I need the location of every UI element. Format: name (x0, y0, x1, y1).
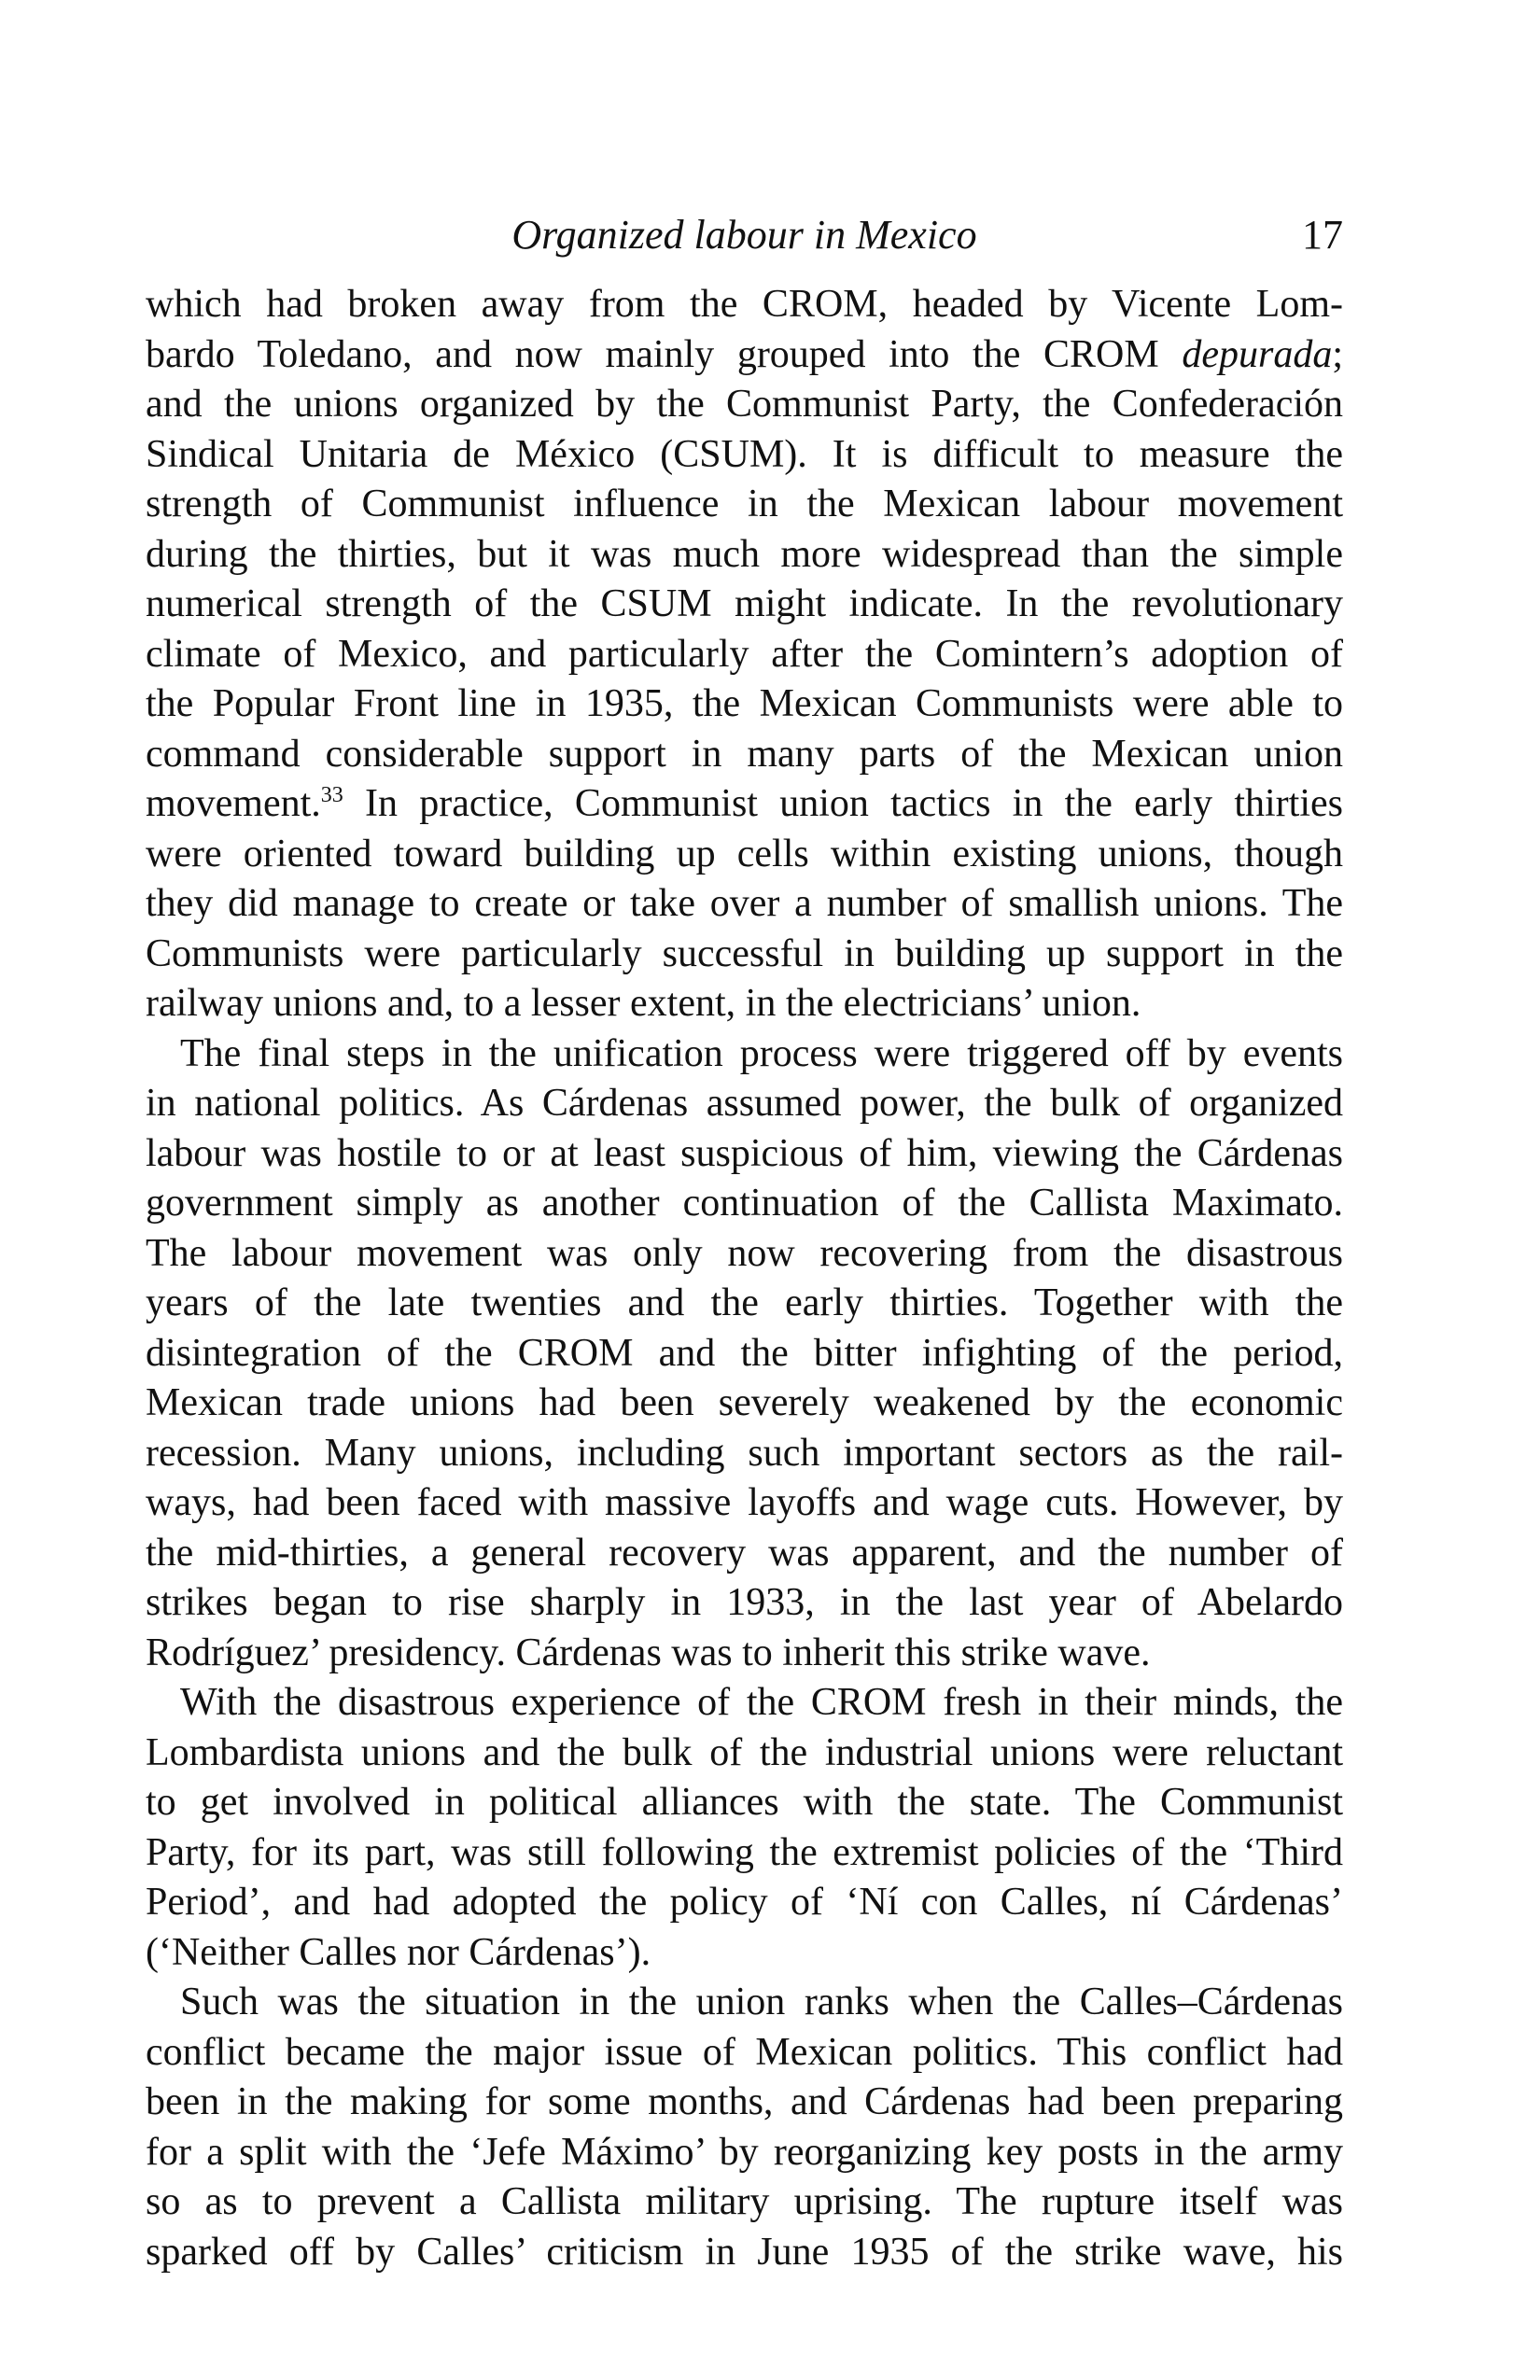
running-header (146, 207, 1343, 263)
paragraph (146, 1678, 1343, 1978)
text-line (146, 1828, 1343, 1879)
text-segment: disintegration of the CROM and the bitter infighting of the period, (146, 1331, 1343, 1375)
text-segment: Lombardista unions and the bulk of the industrial unions were reluctant (146, 1730, 1343, 1774)
text-segment: (‘Neither Calles nor Cárdenas’). (146, 1930, 651, 1974)
text-line (146, 330, 1343, 381)
text-line (146, 1129, 1343, 1180)
text-line (146, 979, 1343, 1029)
text-segment: bardo Toledano, and now mainly grouped into the CROM (146, 332, 1183, 376)
text-segment: to get involved in political alliances with the state. The Communist (146, 1781, 1343, 1824)
text-segment: the mid-thirties, a general recovery was apparent, and the number of (146, 1531, 1343, 1575)
text-segment: climate of Mexico, and particularly after the Comintern’s adoption of (146, 632, 1343, 676)
text-line (146, 830, 1343, 880)
italic-term: depurada (1182, 332, 1333, 376)
text-line (146, 1729, 1343, 1779)
text-segment: Mexican trade unions had been severely weakened by the economic (146, 1381, 1343, 1424)
text-line (146, 2028, 1343, 2079)
text-line (146, 2078, 1343, 2128)
text-line (146, 630, 1343, 680)
text-line (146, 1529, 1343, 1579)
text-line (146, 1279, 1343, 1329)
text-segment: ways, had been faced with massive layoffs and wage cuts. However, by (146, 1481, 1343, 1524)
text-segment: which had broken away from the CROM, headed by Vicente Lom- (146, 283, 1343, 326)
text-line (146, 1079, 1343, 1129)
text-segment: movement. (146, 782, 321, 825)
running-title: Organized labour in Mexico (511, 212, 977, 258)
text-line (146, 679, 1343, 730)
text-segment: railway unions and, to a lesser extent, in the electricians’ union. (146, 982, 1141, 1025)
text-line (146, 779, 1343, 830)
text-segment: and the unions organized by the Communist Party, the Confederación (146, 383, 1343, 426)
text-segment: Party, for its part, was still following the extremist policies of the ‘Third (146, 1830, 1343, 1874)
text-segment: the Popular Front line in 1935, the Mexican Communists were able to (146, 682, 1343, 725)
text-line (146, 1978, 1343, 2028)
text-segment: The labour movement was only now recovering from the disastrous (146, 1231, 1343, 1275)
text-segment: were oriented toward building up cells within existing unions, though (146, 832, 1343, 875)
text-line (146, 1379, 1343, 1429)
text-segment: command considerable support in many parts of the Mexican union (146, 732, 1343, 776)
text-segment: Sindical Unitaria de México (CSUM). It is difficult to measure the (146, 432, 1343, 476)
text-line (146, 1878, 1343, 1928)
text-line (146, 1629, 1343, 1679)
text-segment: The final steps in the unification process were triggered off by events (180, 1031, 1343, 1075)
text-segment: Rodríguez’ presidency. Cárdenas was to inherit this strike wave. (146, 1631, 1151, 1674)
text-segment: strength of Communist influence in the Mexican labour movement (146, 483, 1343, 525)
text-line (146, 1478, 1343, 1529)
text-line (146, 530, 1343, 581)
text-segment: been in the making for some months, and Cárdenas had been preparing (146, 2080, 1343, 2123)
text-line (146, 879, 1343, 930)
text-line (146, 1429, 1343, 1479)
text-segment: so as to prevent a Callista military uprising. The rupture itself was (146, 2180, 1343, 2223)
page-number: 17 (1302, 212, 1343, 258)
text-segment: Communists were particularly successful in building up support in the (146, 931, 1343, 975)
text-line (146, 430, 1343, 481)
text-line (146, 1029, 1343, 1080)
footnote-ref: 33 (320, 783, 343, 807)
text-line (146, 930, 1343, 980)
paragraph (146, 280, 1343, 1029)
text-line (146, 580, 1343, 630)
text-segment: In practice, Communist union tactics in the early thirties (343, 782, 1343, 825)
text-segment: Such was the situation in the union ranks when the Calles–Cárdenas (180, 1981, 1343, 2023)
text-line (146, 380, 1343, 430)
text-segment: in national politics. As Cárdenas assumed power, the bulk of organized (146, 1082, 1343, 1125)
text-segment: years of the late twenties and the early thirties. Together with the (146, 1281, 1343, 1324)
text-line (146, 1329, 1343, 1379)
text-segment: during the thirties, but it was much more widespread than the simple (146, 532, 1343, 576)
text-line (146, 1678, 1343, 1729)
text-segment: conflict became the major issue of Mexican politics. This conflict had (146, 2030, 1343, 2074)
text-segment: Period’, and had adopted the policy of ‘Ní con Calles, ní Cárdenas’ (146, 1881, 1343, 1924)
text-segment: they did manage to create or take over a number of smallish unions. The (146, 882, 1343, 925)
text-segment: numerical strength of the CSUM might indicate. In the revolutionary (146, 582, 1343, 625)
text-segment: ; (1332, 332, 1343, 376)
text-line (146, 1179, 1343, 1229)
paragraph (146, 1978, 1343, 2277)
text-segment: for a split with the ‘Jefe Máximo’ by reorganizing key posts in the army (146, 2130, 1343, 2174)
text-line (146, 2228, 1343, 2278)
text-line (146, 2177, 1343, 2228)
text-line (146, 480, 1343, 530)
text-line (146, 1578, 1343, 1629)
body-text (146, 280, 1343, 2277)
text-line (146, 730, 1343, 780)
text-line (146, 1229, 1343, 1280)
text-segment: strikes began to rise sharply in 1933, in the last year of Abelardo (146, 1581, 1343, 1624)
text-segment: recession. Many unions, including such important sectors as the rail- (146, 1431, 1343, 1475)
text-segment: government simply as another continuation of the Callista Maximato. (146, 1182, 1343, 1225)
paragraph (146, 1029, 1343, 1679)
text-line (146, 280, 1343, 330)
text-line (146, 2128, 1343, 2178)
text-line (146, 1928, 1343, 1979)
text-segment: With the disastrous experience of the CROM fresh in their minds, the (180, 1681, 1343, 1724)
text-segment: labour was hostile to or at least suspicious of him, viewing the Cárdenas (146, 1131, 1343, 1175)
text-line (146, 1778, 1343, 1828)
text-segment: sparked off by Calles’ criticism in June 1935 of the strike wave, his (146, 2230, 1343, 2274)
